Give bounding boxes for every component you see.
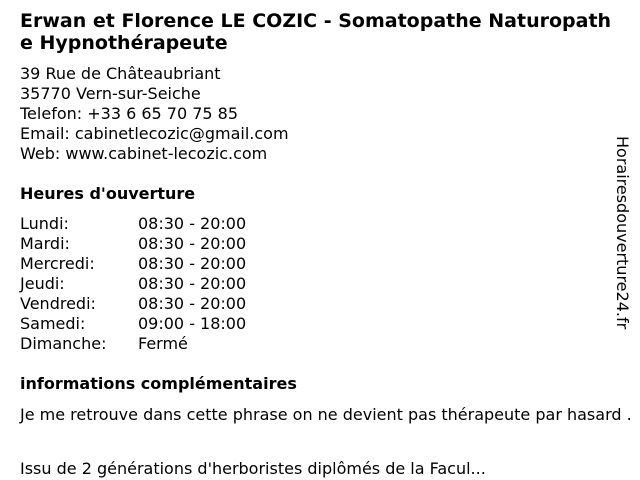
day-label: Dimanche: xyxy=(20,334,107,353)
hours-row-saturday xyxy=(20,314,246,334)
day-label: Lundi: xyxy=(20,214,69,233)
day-label: Mercredi: xyxy=(20,254,95,273)
day-label: Jeudi: xyxy=(20,274,65,293)
hours-row-monday xyxy=(20,214,246,234)
business-title: Erwan et Florence LE COZIC - Somatopathe Naturopathe Hypnothérapeute xyxy=(20,10,612,54)
time-value: 09:00 - 18:00 xyxy=(138,314,247,333)
day-label: Mardi: xyxy=(20,234,70,253)
day-label: Vendredi: xyxy=(20,294,96,313)
hours-row-tuesday xyxy=(20,234,246,254)
time-value: 08:30 - 20:00 xyxy=(138,234,247,253)
time-value: 08:30 - 20:00 xyxy=(138,294,247,313)
info-paragraph-truncated: Issu de 2 générations d'herboristes diplômés de la Facul... xyxy=(20,459,486,478)
web-line[interactable]: Web: www.cabinet-lecozic.com xyxy=(20,144,268,163)
street-address: 39 Rue de Châteaubriant xyxy=(20,64,221,83)
time-value: 08:30 - 20:00 xyxy=(138,214,247,233)
phone-line[interactable]: Telefon: +33 6 65 70 75 85 xyxy=(20,104,239,123)
city-address: 35770 Vern-sur-Seiche xyxy=(20,84,201,103)
hours-row-thursday xyxy=(20,274,246,294)
address-block xyxy=(20,64,289,164)
time-value: 08:30 - 20:00 xyxy=(138,254,247,273)
site-watermark: Horairesdouverture24.fr xyxy=(613,136,632,330)
hours-row-friday xyxy=(20,294,246,314)
info-heading: informations complémentaires xyxy=(20,374,297,393)
email-line[interactable]: Email: cabinetlecozic@gmail.com xyxy=(20,124,289,143)
hours-row-wednesday xyxy=(20,254,246,274)
day-label: Samedi: xyxy=(20,314,86,333)
hours-row-sunday xyxy=(20,334,246,354)
hours-table xyxy=(20,214,246,354)
info-paragraph: Je me retrouve dans cette phrase on ne devient pas thérapeute par hasard . xyxy=(20,405,632,424)
hours-heading: Heures d'ouverture xyxy=(20,184,196,203)
time-value: Fermé xyxy=(138,334,188,353)
time-value: 08:30 - 20:00 xyxy=(138,274,247,293)
